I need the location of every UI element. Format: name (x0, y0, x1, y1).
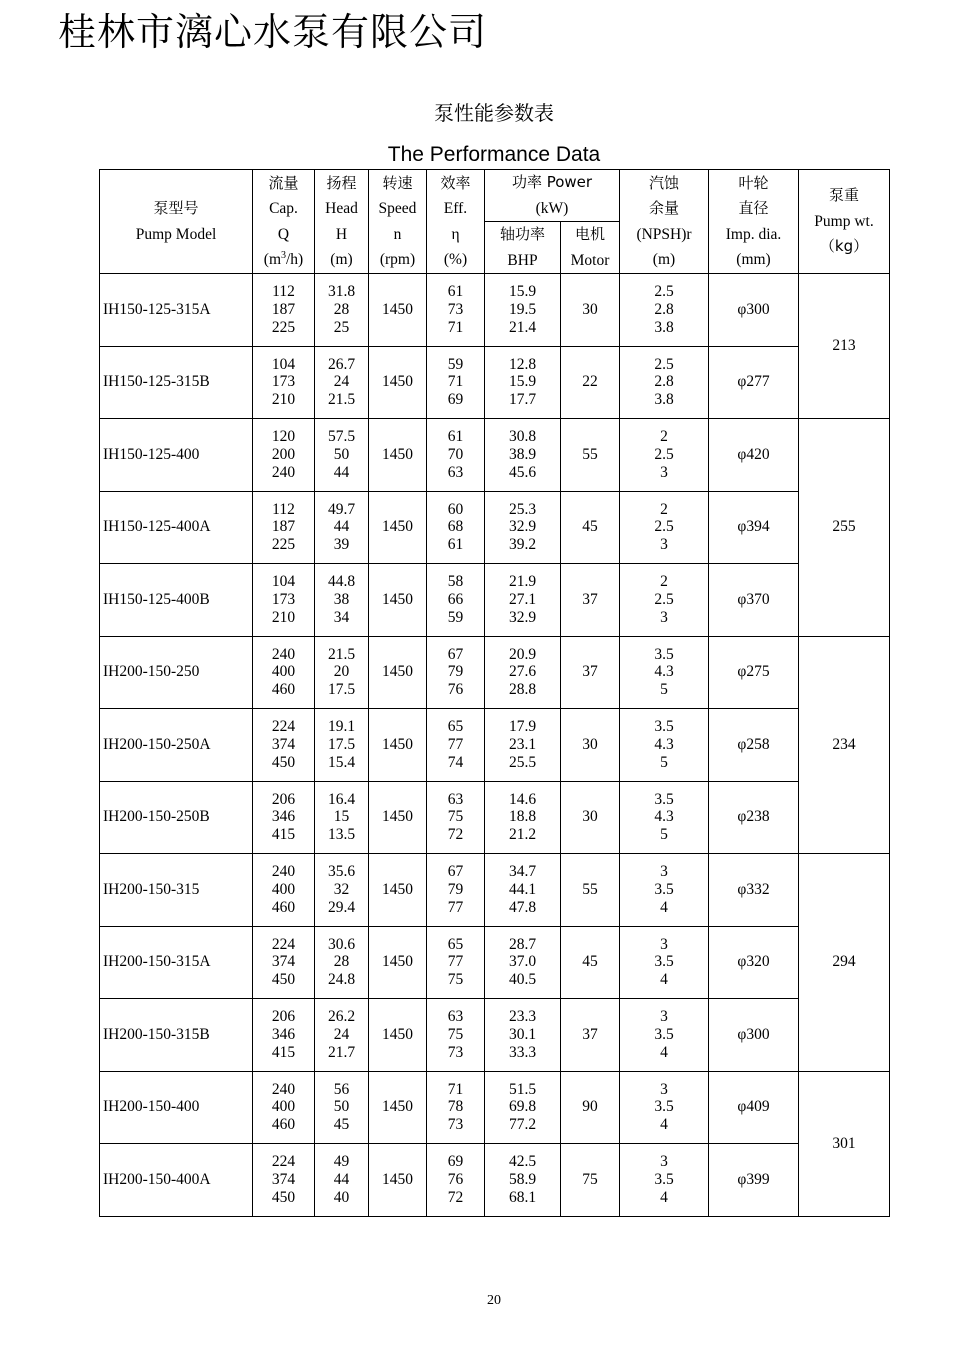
cell-capacity: 240 400 460 (253, 854, 315, 927)
cell-pump-model: IH150-125-315A (100, 274, 253, 347)
cell-efficiency: 71 78 73 (427, 1071, 485, 1144)
performance-table (99, 169, 890, 1217)
cell-bhp: 30.8 38.9 45.6 (485, 419, 561, 492)
cell-head: 44.8 38 34 (315, 564, 369, 637)
cell-efficiency: 63 75 73 (427, 999, 485, 1072)
cell-head: 56 50 45 (315, 1071, 369, 1144)
cell-speed: 1450 (369, 926, 427, 999)
cell-bhp: 28.7 37.0 40.5 (485, 926, 561, 999)
cell-capacity: 104 173 210 (253, 564, 315, 637)
cell-head: 16.4 15 13.5 (315, 781, 369, 854)
cell-efficiency: 69 76 72 (427, 1144, 485, 1217)
header-impeller-diameter: 叶轮 直径 Imp. dia. (mm) (709, 170, 799, 274)
cell-npsh: 3.5 4.3 5 (620, 781, 709, 854)
cell-motor: 45 (561, 491, 620, 564)
cell-speed: 1450 (369, 1071, 427, 1144)
cell-impeller-diameter: φ409 (709, 1071, 799, 1144)
cell-capacity: 120 200 240 (253, 419, 315, 492)
page-number: 20 (487, 1293, 501, 1308)
header-speed: 转速 Speed n (rpm) (369, 170, 427, 274)
cell-pump-model: IH200-150-400A (100, 1144, 253, 1217)
cell-capacity: 224 374 450 (253, 1144, 315, 1217)
cell-head: 30.6 28 24.8 (315, 926, 369, 999)
table-header (100, 170, 890, 274)
table-row (100, 564, 890, 637)
cell-npsh: 3 3.5 4 (620, 926, 709, 999)
cell-speed: 1450 (369, 491, 427, 564)
header-motor: 电机 Motor (561, 222, 620, 274)
cell-pump-model: IH150-125-400A (100, 491, 253, 564)
cell-impeller-diameter: φ258 (709, 709, 799, 782)
cell-head: 21.5 20 17.5 (315, 636, 369, 709)
cell-capacity: 206 346 415 (253, 781, 315, 854)
cell-npsh: 3 3.5 4 (620, 854, 709, 927)
table-row (100, 781, 890, 854)
cell-bhp: 17.9 23.1 25.5 (485, 709, 561, 782)
cell-motor: 22 (561, 346, 620, 419)
cell-head: 49 44 40 (315, 1144, 369, 1217)
cell-efficiency: 63 75 72 (427, 781, 485, 854)
cell-efficiency: 58 66 59 (427, 564, 485, 637)
table-row (100, 1144, 890, 1217)
table-row (100, 491, 890, 564)
cell-pump-model: IH200-150-400 (100, 1071, 253, 1144)
cell-impeller-diameter: φ370 (709, 564, 799, 637)
company-name: 桂林市漓心水泵有限公司 (58, 10, 488, 54)
cell-pump-weight: 234 (799, 636, 890, 854)
cell-capacity: 206 346 415 (253, 999, 315, 1072)
cell-bhp: 23.3 30.1 33.3 (485, 999, 561, 1072)
cell-motor: 45 (561, 926, 620, 999)
cell-speed: 1450 (369, 346, 427, 419)
cell-head: 57.5 50 44 (315, 419, 369, 492)
cell-pump-model: IH200-150-250B (100, 781, 253, 854)
cell-efficiency: 67 79 77 (427, 854, 485, 927)
cell-motor: 30 (561, 781, 620, 854)
cell-motor: 90 (561, 1071, 620, 1144)
cell-npsh: 3 3.5 4 (620, 999, 709, 1072)
cell-npsh: 3.5 4.3 5 (620, 636, 709, 709)
table-row (100, 419, 890, 492)
table-row (100, 346, 890, 419)
cell-npsh: 2 2.5 3 (620, 491, 709, 564)
cell-impeller-diameter: φ420 (709, 419, 799, 492)
header-capacity: 流量 Cap. Q $(m^3/h)$ (253, 170, 315, 274)
cell-head: 26.7 24 21.5 (315, 346, 369, 419)
header-pump-weight: 泵重 Pump wt. （kg） (799, 170, 890, 274)
cell-pump-weight: 255 (799, 419, 890, 637)
cell-bhp: 20.9 27.6 28.8 (485, 636, 561, 709)
cell-npsh: 3 3.5 4 (620, 1071, 709, 1144)
cell-capacity: 224 374 450 (253, 926, 315, 999)
table-row (100, 1071, 890, 1144)
cell-speed: 1450 (369, 564, 427, 637)
cell-impeller-diameter: φ320 (709, 926, 799, 999)
cell-capacity: 240 400 460 (253, 1071, 315, 1144)
cell-npsh: 2 2.5 3 (620, 564, 709, 637)
cell-npsh: 2.5 2.8 3.8 (620, 274, 709, 347)
cell-head: 49.7 44 39 (315, 491, 369, 564)
cell-motor: 75 (561, 1144, 620, 1217)
cell-npsh: 2.5 2.8 3.8 (620, 346, 709, 419)
cell-speed: 1450 (369, 274, 427, 347)
table-row (100, 709, 890, 782)
header-npsh: 汽蚀 余量 (NPSH)r (m) (620, 170, 709, 274)
cell-pump-model: IH200-150-250A (100, 709, 253, 782)
cell-bhp: 34.7 44.1 47.8 (485, 854, 561, 927)
cell-efficiency: 61 70 63 (427, 419, 485, 492)
header-model: 泵型号 Pump Model (100, 170, 253, 274)
cell-speed: 1450 (369, 999, 427, 1072)
cell-efficiency: 67 79 76 (427, 636, 485, 709)
cell-motor: 37 (561, 999, 620, 1072)
cell-efficiency: 60 68 61 (427, 491, 485, 564)
cell-motor: 30 (561, 709, 620, 782)
table-row (100, 999, 890, 1072)
header-power: 功率 Power (kW) (485, 170, 620, 222)
cell-speed: 1450 (369, 636, 427, 709)
cell-bhp: 21.9 27.1 32.9 (485, 564, 561, 637)
cell-head: 35.6 32 29.4 (315, 854, 369, 927)
cell-head: 19.1 17.5 15.4 (315, 709, 369, 782)
cell-pump-model: IH150-125-400B (100, 564, 253, 637)
cell-speed: 1450 (369, 709, 427, 782)
cell-speed: 1450 (369, 781, 427, 854)
cell-capacity: 224 374 450 (253, 709, 315, 782)
table-row (100, 274, 890, 347)
table-row (100, 854, 890, 927)
cell-impeller-diameter: φ300 (709, 999, 799, 1072)
cell-efficiency: 65 77 75 (427, 926, 485, 999)
table-row (100, 926, 890, 999)
cell-bhp: 51.5 69.8 77.2 (485, 1071, 561, 1144)
cell-npsh: 3 3.5 4 (620, 1144, 709, 1217)
cell-speed: 1450 (369, 854, 427, 927)
table-row (100, 636, 890, 709)
cell-pump-model: IH200-150-250 (100, 636, 253, 709)
cell-motor: 37 (561, 636, 620, 709)
cell-capacity: 104 173 210 (253, 346, 315, 419)
cell-npsh: 2 2.5 3 (620, 419, 709, 492)
cell-impeller-diameter: φ332 (709, 854, 799, 927)
cell-pump-weight: 294 (799, 854, 890, 1072)
cell-impeller-diameter: φ394 (709, 491, 799, 564)
table-title-en: The Performance Data (387, 143, 601, 166)
cell-impeller-diameter: φ399 (709, 1144, 799, 1217)
cell-impeller-diameter: φ275 (709, 636, 799, 709)
cell-motor: 55 (561, 854, 620, 927)
cell-impeller-diameter: φ300 (709, 274, 799, 347)
cell-pump-model: IH150-125-315B (100, 346, 253, 419)
cell-motor: 37 (561, 564, 620, 637)
cell-efficiency: 65 77 74 (427, 709, 485, 782)
cell-bhp: 25.3 32.9 39.2 (485, 491, 561, 564)
cell-pump-model: IH200-150-315 (100, 854, 253, 927)
cell-bhp: 42.5 58.9 68.1 (485, 1144, 561, 1217)
cell-pump-model: IH200-150-315A (100, 926, 253, 999)
cell-pump-model: IH200-150-315B (100, 999, 253, 1072)
table-title-cn: 泵性能参数表 (434, 101, 554, 125)
cell-pump-weight: 213 (799, 274, 890, 419)
cell-motor: 55 (561, 419, 620, 492)
cell-impeller-diameter: φ277 (709, 346, 799, 419)
header-head: 扬程 Head H (m) (315, 170, 369, 274)
cell-speed: 1450 (369, 419, 427, 492)
cell-speed: 1450 (369, 1144, 427, 1217)
cell-bhp: 14.6 18.8 21.2 (485, 781, 561, 854)
header-efficiency: 效率 Eff. η (%) (427, 170, 485, 274)
header-bhp: 轴功率 BHP (485, 222, 561, 274)
cell-capacity: 112 187 225 (253, 274, 315, 347)
cell-efficiency: 61 73 71 (427, 274, 485, 347)
cell-capacity: 112 187 225 (253, 491, 315, 564)
cell-capacity: 240 400 460 (253, 636, 315, 709)
cell-bhp: 15.9 19.5 21.4 (485, 274, 561, 347)
cell-bhp: 12.8 15.9 17.7 (485, 346, 561, 419)
cell-head: 31.8 28 25 (315, 274, 369, 347)
cell-pump-weight: 301 (799, 1071, 890, 1216)
cell-impeller-diameter: φ238 (709, 781, 799, 854)
cell-motor: 30 (561, 274, 620, 347)
cell-efficiency: 59 71 69 (427, 346, 485, 419)
table-body (100, 274, 890, 1217)
cell-npsh: 3.5 4.3 5 (620, 709, 709, 782)
cell-pump-model: IH150-125-400 (100, 419, 253, 492)
cell-head: 26.2 24 21.7 (315, 999, 369, 1072)
